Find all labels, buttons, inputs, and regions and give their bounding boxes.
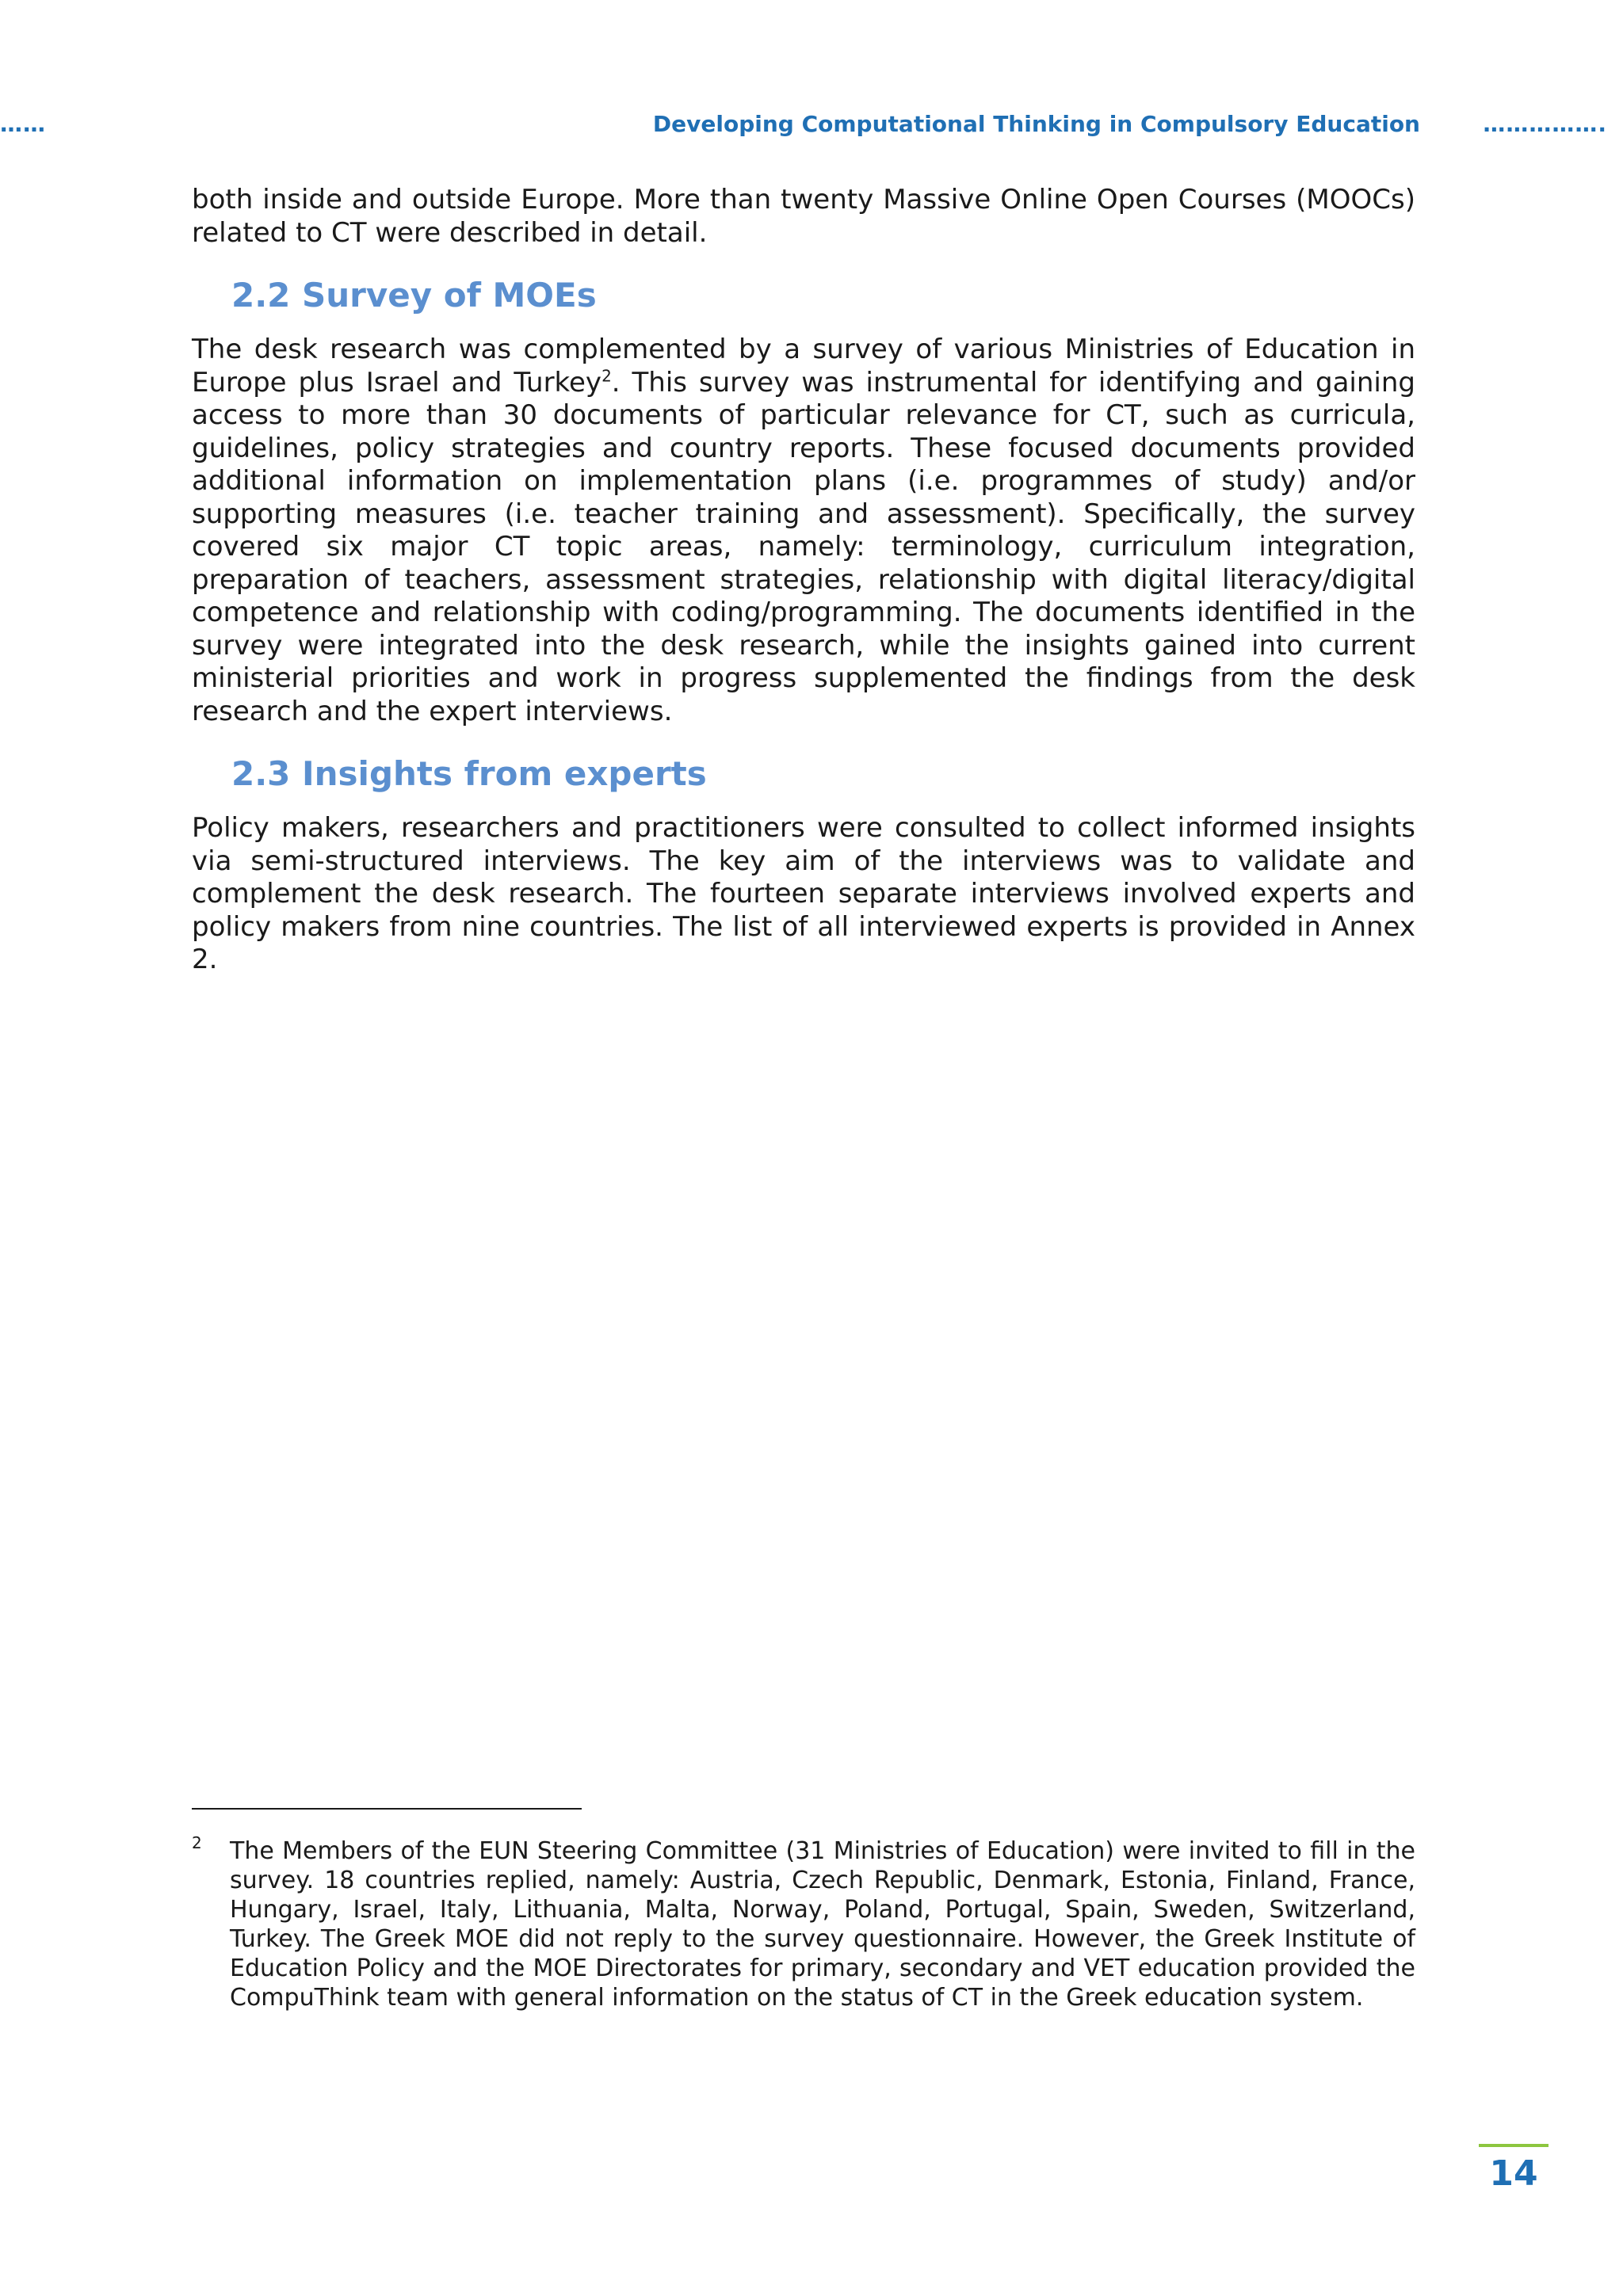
- footnote-text: The Members of the EUN Steering Committee (31 Ministries of Education) were invited to fill in the survey. 18 countries replied, namely: Austria, Czech Republic, Denmark, Estonia, Finland, France, Hungary, Israel, Italy, Lithuania, Malta, Norway, Poland, Portugal, Spain, Sweden, Switzerland, Turkey. The Greek MOE did not reply to the survey questionnaire. However, the Greek Institute of Education Policy and the MOE Directorates for primary, secondary and VET education provided the CompuThink team with general information on the status of CT in the Greek education system.: [230, 1837, 1415, 2012]
- page-number: 14: [1489, 2153, 1538, 2194]
- section-heading-insights-from-experts: 2.3 Insights from experts: [231, 754, 707, 793]
- header-dots-left: ……: [0, 111, 46, 137]
- survey-paragraph: [192, 334, 1415, 728]
- survey-paragraph-start: The desk research was complemented by a survey of various Ministries of Education in Europe plus Israel and Turkey: [192, 334, 1415, 399]
- survey-paragraph-rest: . This survey was instrumental for identifying and gaining access to more than 30 documents of particular relevance for CT, such as curricula, guidelines, policy strategies and country reports. These focused documents provided additional information on implementation plans (i.e. programmes of study) and/or supporting measures (i.e. teacher training and assessment). Specifically, the survey covered six major CT topic areas, namely: terminology, curriculum integration, preparation of teachers, assessment strategies, relationship with digital literacy/digital competence and relationship with coding/programming. The documents identified in the survey were integrated into the desk research, while the insights gained into current ministerial priorities and work in progress supplemented the findings from the desk research and the expert interviews.: [192, 366, 1415, 727]
- header-dots-right: …………….: [1483, 111, 1607, 137]
- section-heading-survey-of-moes: 2.2 Survey of MOEs: [231, 276, 597, 315]
- footnote-marker: 2: [192, 1833, 202, 1852]
- experts-paragraph: Policy makers, researchers and practitioners were consulted to collect informed insights via semi-structured interviews. The key aim of the interviews was to validate and complement the desk research. The fourteen separate interviews involved experts and policy makers from nine countries. The list of all interviewed experts is provided in Annex 2.: [192, 812, 1415, 975]
- footnote-separator: [192, 1808, 582, 1810]
- page-content: [192, 184, 1415, 977]
- footnote-reference[interactable]: 2: [601, 366, 612, 386]
- page-number-rule: [1479, 2144, 1549, 2147]
- running-header-title: Developing Computational Thinking in Compulsory Education: [652, 111, 1420, 137]
- intro-paragraph: both inside and outside Europe. More than twenty Massive Online Open Courses (MOOCs) related to CT were described in detail.: [192, 184, 1415, 249]
- footnote: [192, 1833, 1415, 2012]
